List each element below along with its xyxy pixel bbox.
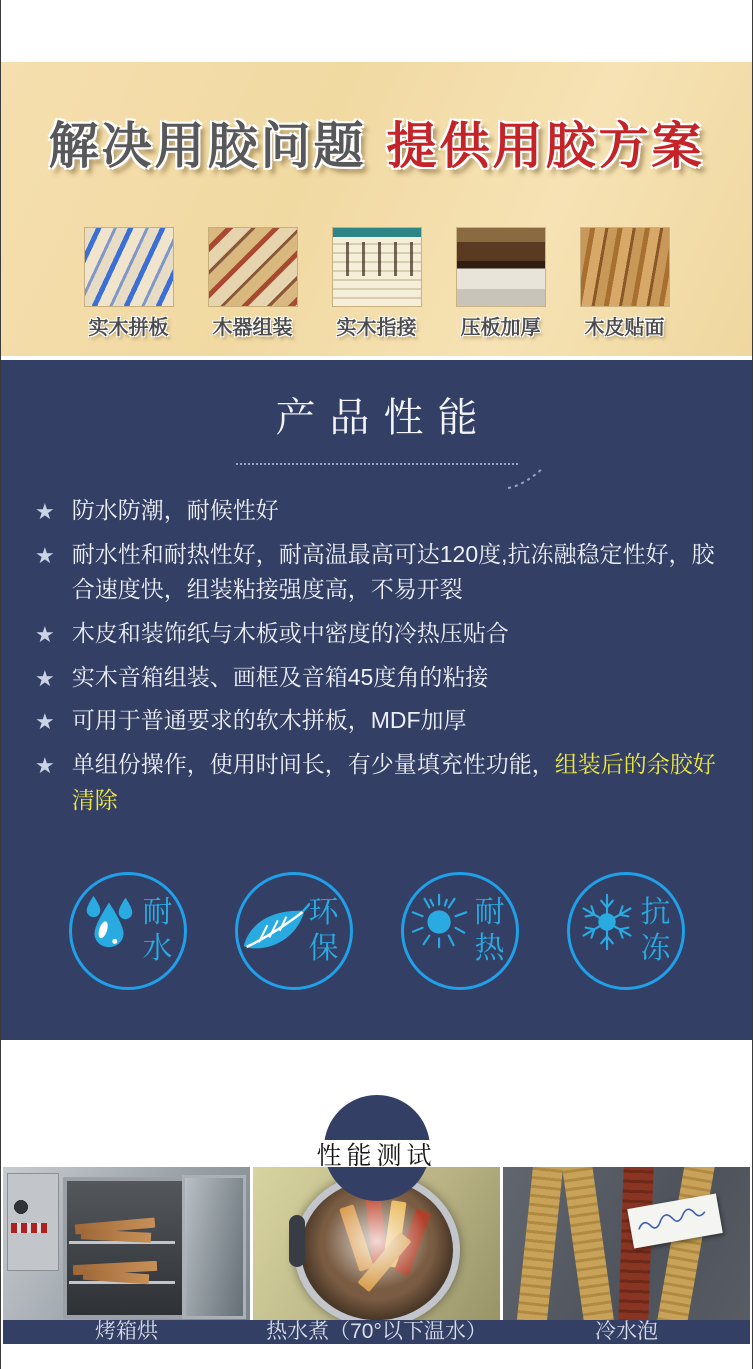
performance-test-section — [1, 1040, 752, 1369]
badge-label: 耐热 — [474, 896, 505, 965]
application-item — [85, 228, 173, 340]
feature-text: 实木音箱组装、画框及音箱45度角的粘接 — [71, 663, 489, 690]
finger-joint-photo — [333, 228, 421, 306]
application-item — [457, 228, 545, 340]
feature-text: 木皮和装饰纸与木板或中密度的冷热压贴合 — [71, 619, 509, 646]
badge-freeze-resistant — [567, 872, 685, 990]
badge-water-resistant — [69, 872, 187, 990]
badge-label: 抗冻 — [640, 896, 671, 965]
leaf-icon — [240, 899, 310, 962]
snowflake-icon — [576, 891, 638, 958]
badge-label: 耐水 — [142, 896, 173, 965]
application-item — [581, 228, 669, 340]
star-bullet-icon: ★ — [35, 665, 55, 691]
test-caption: 热水煮（70°以下温水） — [266, 1320, 487, 1343]
application-label: 压板加厚 — [460, 317, 541, 339]
test-caption: 烤箱烘 — [95, 1320, 158, 1343]
application-label: 实木指接 — [336, 317, 417, 339]
application-photo-row — [1, 228, 752, 340]
veneer-facing-photo — [581, 228, 669, 306]
test-badge-label: 性能测试 — [316, 1141, 437, 1170]
steam — [322, 1191, 432, 1291]
oven-knobs — [11, 1197, 47, 1237]
pot-handle — [289, 1215, 305, 1267]
banner-title — [1, 62, 752, 178]
glue-solution-banner — [1, 62, 752, 356]
section-title: 产品性能 — [275, 396, 492, 440]
star-bullet-icon: ★ — [35, 753, 55, 779]
feature-item — [35, 537, 720, 608]
dotted-underline — [236, 457, 518, 465]
feature-text: 耐水性和耐热性好，耐高温最高可达120度,抗冻融稳定性好，胶合速度快，组装粘接强度高，不易开裂 — [71, 540, 715, 603]
sun-icon — [410, 891, 472, 958]
property-badge-row — [1, 872, 752, 990]
star-bullet-icon: ★ — [35, 621, 55, 647]
feature-text: 可用于普通要求的软木拼板，MDF加厚 — [71, 707, 467, 734]
cold-water-soak-photo — [503, 1167, 750, 1320]
application-label: 实木拼板 — [88, 317, 169, 339]
water-drops-icon — [78, 891, 140, 958]
wood-strip — [656, 1167, 716, 1320]
star-bullet-icon: ★ — [35, 499, 55, 524]
oven-cavity — [63, 1177, 187, 1319]
banner-title-gray: 解决用胶问题 — [48, 118, 367, 174]
test-caption-bar — [3, 1320, 750, 1344]
oven-shelf — [69, 1241, 175, 1244]
badge-heat-resistant — [401, 872, 519, 990]
badge-label: 环保 — [308, 896, 339, 965]
test-caption: 冷水泡 — [595, 1320, 658, 1343]
feature-item — [35, 616, 720, 652]
feature-item — [35, 747, 720, 818]
swoosh-flourish-icon — [506, 465, 546, 491]
solid-wood-panel-photo — [85, 228, 173, 306]
oven-bake-photo — [3, 1167, 250, 1320]
wood-strip — [561, 1167, 615, 1320]
banner-title-red: 提供用胶方案 — [386, 118, 705, 174]
application-item — [333, 228, 421, 340]
oven-glass-door — [182, 1175, 246, 1319]
feature-list — [1, 493, 752, 818]
feature-item — [35, 493, 720, 529]
feature-text: 防水防潮，耐候性好 — [71, 497, 279, 523]
application-label: 木皮贴面 — [584, 317, 665, 339]
product-performance-section — [1, 360, 752, 1040]
feature-item — [35, 660, 720, 696]
star-bullet-icon: ★ — [35, 709, 55, 735]
application-label: 木器组装 — [212, 317, 293, 339]
star-bullet-icon: ★ — [35, 542, 55, 568]
wood-strip — [516, 1167, 564, 1320]
wood-assembly-photo — [209, 228, 297, 306]
feature-text — [72, 747, 720, 818]
feature-text-normal: 单组份操作，使用时间长，有少量填充性功能， — [71, 751, 555, 778]
board-thickening-photo — [457, 228, 545, 306]
badge-eco-friendly — [235, 872, 353, 990]
top-white-spacer — [1, 0, 752, 62]
feature-text-highlight: 组装后的余胶好清除 — [71, 751, 716, 813]
feature-item — [35, 703, 720, 739]
test-badge-band — [1, 1140, 752, 1170]
application-item — [209, 228, 297, 340]
